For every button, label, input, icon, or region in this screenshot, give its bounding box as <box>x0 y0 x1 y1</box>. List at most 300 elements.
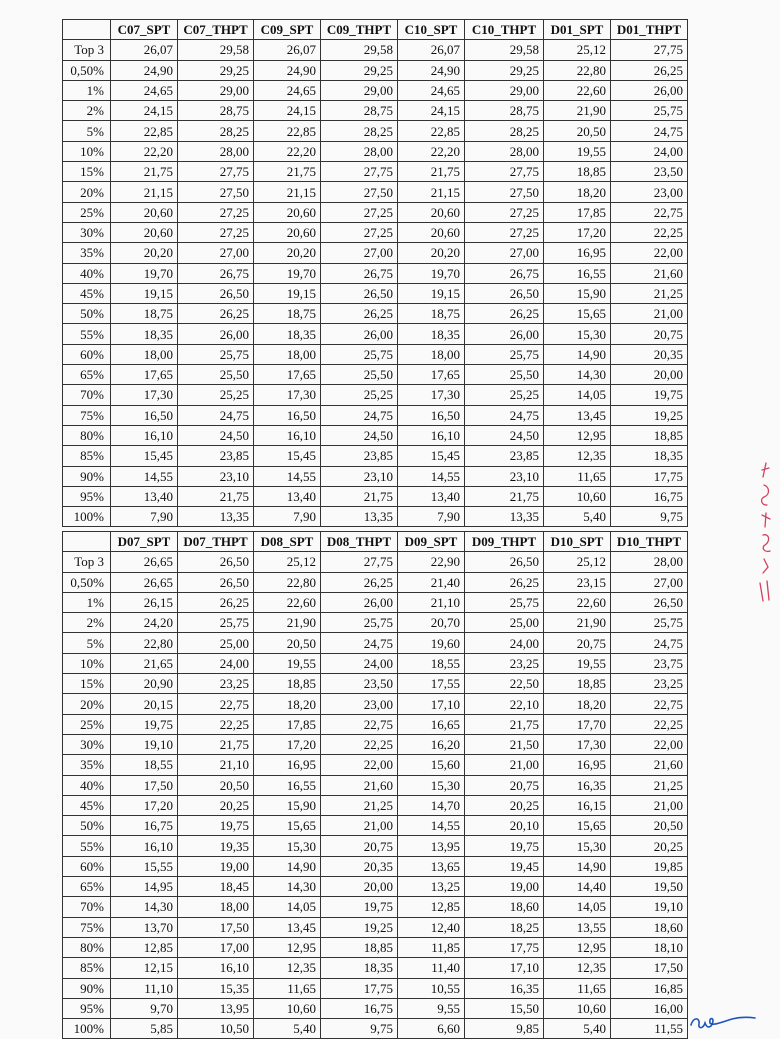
row-label: 5% <box>63 121 111 141</box>
score-cell: 20,75 <box>544 633 611 653</box>
row-label: 95% <box>63 998 111 1018</box>
score-cell: 14,30 <box>254 877 321 897</box>
score-cell: 25,00 <box>178 633 254 653</box>
score-cell: 12,85 <box>111 937 178 957</box>
score-table-2 <box>62 531 688 1039</box>
score-cell: 23,15 <box>544 572 611 592</box>
score-cell: 16,55 <box>254 775 321 795</box>
score-cell: 29,00 <box>178 80 254 100</box>
score-cell: 20,10 <box>465 816 544 836</box>
score-cell: 22,00 <box>611 734 688 754</box>
score-cell: 23,25 <box>465 653 544 673</box>
score-cell: 5,85 <box>111 1019 178 1039</box>
score-cell: 21,25 <box>611 283 688 303</box>
score-cell: 24,75 <box>178 405 254 425</box>
score-cell: 18,85 <box>544 674 611 694</box>
score-cell: 18,75 <box>111 304 178 324</box>
row-label: 1% <box>63 80 111 100</box>
score-cell: 19,15 <box>398 283 465 303</box>
score-cell: 11,55 <box>611 1019 688 1039</box>
score-cell: 25,75 <box>465 344 544 364</box>
table-body <box>63 40 688 527</box>
score-cell: 17,50 <box>178 917 254 937</box>
score-cell: 20,15 <box>111 694 178 714</box>
row-label: 25% <box>63 714 111 734</box>
score-cell: 9,85 <box>465 1019 544 1039</box>
score-cell: 17,65 <box>254 365 321 385</box>
score-cell: 14,90 <box>544 344 611 364</box>
score-cell: 15,30 <box>254 836 321 856</box>
table-row <box>63 694 688 714</box>
score-cell: 15,60 <box>398 755 465 775</box>
score-cell: 26,07 <box>111 40 178 60</box>
table-row <box>63 283 688 303</box>
row-label: 1% <box>63 592 111 612</box>
table-row <box>63 263 688 283</box>
row-label: 50% <box>63 816 111 836</box>
score-cell: 5,40 <box>544 1019 611 1039</box>
score-cell: 12,35 <box>544 958 611 978</box>
row-label: 0,50% <box>63 60 111 80</box>
row-label: 40% <box>63 775 111 795</box>
score-cell: 24,75 <box>611 633 688 653</box>
table-row <box>63 958 688 978</box>
row-label: 70% <box>63 897 111 917</box>
score-cell: 16,10 <box>398 425 465 445</box>
column-header: C10_SPT <box>398 20 465 40</box>
score-cell: 20,50 <box>254 633 321 653</box>
table-row <box>63 978 688 998</box>
score-cell: 14,70 <box>398 795 465 815</box>
score-cell: 28,75 <box>321 101 398 121</box>
score-cell: 23,25 <box>178 674 254 694</box>
score-cell: 25,12 <box>254 552 321 572</box>
score-cell: 15,65 <box>254 816 321 836</box>
table-row <box>63 714 688 734</box>
score-cell: 27,75 <box>321 552 398 572</box>
column-header: D10_THPT <box>611 532 688 552</box>
score-cell: 25,25 <box>321 385 398 405</box>
score-cell: 28,25 <box>465 121 544 141</box>
row-label: 55% <box>63 836 111 856</box>
score-cell: 11,65 <box>544 466 611 486</box>
score-cell: 18,20 <box>254 694 321 714</box>
score-cell: 21,75 <box>178 486 254 506</box>
row-label: 5% <box>63 633 111 653</box>
score-cell: 12,35 <box>254 958 321 978</box>
score-cell: 14,30 <box>111 897 178 917</box>
score-cell: 15,90 <box>254 795 321 815</box>
score-cell: 21,15 <box>111 182 178 202</box>
score-cell: 25,75 <box>611 613 688 633</box>
score-cell: 28,00 <box>321 141 398 161</box>
score-cell: 12,95 <box>544 937 611 957</box>
score-cell: 17,30 <box>111 385 178 405</box>
score-cell: 15,30 <box>544 836 611 856</box>
score-cell: 13,70 <box>111 917 178 937</box>
score-cell: 17,10 <box>398 694 465 714</box>
table-body <box>63 552 688 1039</box>
score-cell: 23,10 <box>321 466 398 486</box>
score-cell: 22,25 <box>611 714 688 734</box>
score-cell: 19,55 <box>544 653 611 673</box>
score-cell: 23,75 <box>611 653 688 673</box>
score-cell: 24,00 <box>611 141 688 161</box>
score-cell: 24,15 <box>398 101 465 121</box>
score-cell: 27,25 <box>178 222 254 242</box>
score-cell: 26,00 <box>321 592 398 612</box>
column-header: D10_SPT <box>544 532 611 552</box>
score-cell: 17,20 <box>111 795 178 815</box>
score-cell: 14,55 <box>254 466 321 486</box>
score-cell: 27,00 <box>465 243 544 263</box>
score-cell: 14,95 <box>111 877 178 897</box>
score-cell: 18,35 <box>321 958 398 978</box>
score-cell: 22,20 <box>111 141 178 161</box>
table-row <box>63 385 688 405</box>
score-cell: 20,75 <box>321 836 398 856</box>
score-cell: 21,60 <box>611 755 688 775</box>
score-cell: 17,00 <box>178 937 254 957</box>
row-label: 70% <box>63 385 111 405</box>
table-row <box>63 755 688 775</box>
score-cell: 26,50 <box>178 572 254 592</box>
score-cell: 20,75 <box>465 775 544 795</box>
score-cell: 15,30 <box>398 775 465 795</box>
score-cell: 13,40 <box>398 486 465 506</box>
column-header: D09_THPT <box>465 532 544 552</box>
score-cell: 24,50 <box>321 425 398 445</box>
row-label: 20% <box>63 694 111 714</box>
score-cell: 29,25 <box>465 60 544 80</box>
score-cell: 13,35 <box>465 507 544 527</box>
score-cell: 20,90 <box>111 674 178 694</box>
score-cell: 22,25 <box>611 222 688 242</box>
score-cell: 19,60 <box>398 633 465 653</box>
row-label: 30% <box>63 734 111 754</box>
score-cell: 26,75 <box>321 263 398 283</box>
score-cell: 22,00 <box>321 755 398 775</box>
table-row <box>63 162 688 182</box>
score-cell: 25,25 <box>465 385 544 405</box>
score-cell: 24,75 <box>465 405 544 425</box>
score-cell: 28,25 <box>321 121 398 141</box>
table-row <box>63 897 688 917</box>
row-label: 80% <box>63 937 111 957</box>
row-label: 90% <box>63 466 111 486</box>
score-cell: 20,35 <box>321 856 398 876</box>
score-cell: 26,00 <box>611 80 688 100</box>
table-row <box>63 182 688 202</box>
score-cell: 21,75 <box>111 162 178 182</box>
score-cell: 17,30 <box>544 734 611 754</box>
score-cell: 21,75 <box>465 486 544 506</box>
row-label: 80% <box>63 425 111 445</box>
score-cell: 21,50 <box>465 734 544 754</box>
table-row <box>63 365 688 385</box>
score-cell: 19,00 <box>465 877 544 897</box>
row-label: 30% <box>63 222 111 242</box>
score-cell: 20,00 <box>321 877 398 897</box>
table-row <box>63 775 688 795</box>
score-cell: 16,35 <box>465 978 544 998</box>
score-cell: 14,90 <box>544 856 611 876</box>
table-row <box>63 917 688 937</box>
score-cell: 22,25 <box>321 734 398 754</box>
score-cell: 16,75 <box>611 486 688 506</box>
score-cell: 24,90 <box>398 60 465 80</box>
score-cell: 19,55 <box>544 141 611 161</box>
score-cell: 20,20 <box>254 243 321 263</box>
score-cell: 27,00 <box>611 572 688 592</box>
score-cell: 19,50 <box>611 877 688 897</box>
score-cell: 15,35 <box>178 978 254 998</box>
score-cell: 26,50 <box>465 552 544 572</box>
column-header: D07_THPT <box>178 532 254 552</box>
score-cell: 22,25 <box>178 714 254 734</box>
score-cell: 23,10 <box>178 466 254 486</box>
score-cell: 14,55 <box>398 816 465 836</box>
score-cell: 26,50 <box>178 552 254 572</box>
score-cell: 23,85 <box>178 446 254 466</box>
table-row <box>63 998 688 1018</box>
score-cell: 20,70 <box>398 613 465 633</box>
score-cell: 21,90 <box>544 613 611 633</box>
score-cell: 27,75 <box>611 40 688 60</box>
score-cell: 12,15 <box>111 958 178 978</box>
column-header: C09_SPT <box>254 20 321 40</box>
score-cell: 27,00 <box>321 243 398 263</box>
score-cell: 25,50 <box>465 365 544 385</box>
table-row <box>63 101 688 121</box>
score-cell: 17,75 <box>611 466 688 486</box>
score-cell: 18,35 <box>111 324 178 344</box>
score-cell: 18,85 <box>321 937 398 957</box>
row-label: 75% <box>63 405 111 425</box>
score-cell: 28,25 <box>178 121 254 141</box>
row-label: 85% <box>63 958 111 978</box>
score-cell: 9,55 <box>398 998 465 1018</box>
table-row <box>63 836 688 856</box>
score-cell: 11,65 <box>544 978 611 998</box>
score-cell: 14,90 <box>254 856 321 876</box>
score-cell: 27,50 <box>321 182 398 202</box>
score-cell: 12,95 <box>544 425 611 445</box>
table-row <box>63 202 688 222</box>
row-label: 45% <box>63 795 111 815</box>
score-cell: 22,20 <box>398 141 465 161</box>
score-cell: 24,65 <box>254 80 321 100</box>
score-cell: 24,00 <box>465 633 544 653</box>
score-table-1 <box>62 19 688 527</box>
table-row <box>63 425 688 445</box>
score-cell: 27,25 <box>465 202 544 222</box>
score-cell: 15,45 <box>111 446 178 466</box>
score-cell: 9,70 <box>111 998 178 1018</box>
score-cell: 12,40 <box>398 917 465 937</box>
score-cell: 22,60 <box>544 80 611 100</box>
table-row <box>63 877 688 897</box>
score-cell: 23,85 <box>465 446 544 466</box>
score-cell: 21,75 <box>254 162 321 182</box>
score-cell: 26,75 <box>465 263 544 283</box>
row-label: 0,50% <box>63 572 111 592</box>
table-row <box>63 572 688 592</box>
score-cell: 10,55 <box>398 978 465 998</box>
score-cell: 18,85 <box>611 425 688 445</box>
score-cell: 18,85 <box>544 162 611 182</box>
row-label: 2% <box>63 101 111 121</box>
score-cell: 25,75 <box>321 613 398 633</box>
score-cell: 25,75 <box>321 344 398 364</box>
row-label: 35% <box>63 755 111 775</box>
score-cell: 6,60 <box>398 1019 465 1039</box>
score-cell: 27,25 <box>465 222 544 242</box>
score-cell: 15,65 <box>544 816 611 836</box>
score-cell: 16,50 <box>398 405 465 425</box>
score-cell: 21,60 <box>611 263 688 283</box>
score-cell: 20,00 <box>611 365 688 385</box>
score-cell: 19,15 <box>111 283 178 303</box>
score-cell: 15,30 <box>544 324 611 344</box>
score-cell: 14,55 <box>111 466 178 486</box>
score-cell: 18,60 <box>611 917 688 937</box>
score-cell: 25,25 <box>178 385 254 405</box>
row-label: 15% <box>63 162 111 182</box>
score-cell: 15,65 <box>544 304 611 324</box>
score-cell: 28,00 <box>465 141 544 161</box>
score-cell: 19,75 <box>111 714 178 734</box>
score-cell: 23,85 <box>321 446 398 466</box>
score-cell: 22,80 <box>544 60 611 80</box>
table-row <box>63 937 688 957</box>
score-cell: 15,55 <box>111 856 178 876</box>
score-cell: 22,85 <box>398 121 465 141</box>
score-cell: 19,35 <box>178 836 254 856</box>
score-cell: 27,75 <box>321 162 398 182</box>
score-cell: 22,75 <box>611 694 688 714</box>
score-cell: 19,15 <box>254 283 321 303</box>
score-cell: 25,50 <box>321 365 398 385</box>
score-cell: 13,45 <box>544 405 611 425</box>
score-cell: 27,25 <box>321 202 398 222</box>
score-cell: 21,90 <box>254 613 321 633</box>
table-row <box>63 592 688 612</box>
row-label: 2% <box>63 613 111 633</box>
score-cell: 19,70 <box>111 263 178 283</box>
score-cell: 21,25 <box>611 775 688 795</box>
row-label: 15% <box>63 674 111 694</box>
score-cell: 25,12 <box>544 40 611 60</box>
table-row <box>63 507 688 527</box>
row-label: 35% <box>63 243 111 263</box>
score-cell: 12,85 <box>398 897 465 917</box>
score-cell: 19,25 <box>321 917 398 937</box>
score-cell: 19,75 <box>611 385 688 405</box>
row-label: 65% <box>63 877 111 897</box>
row-label: 100% <box>63 507 111 527</box>
score-cell: 28,00 <box>178 141 254 161</box>
row-label: 65% <box>63 365 111 385</box>
score-cell: 16,10 <box>254 425 321 445</box>
score-cell: 19,75 <box>178 816 254 836</box>
score-cell: 20,60 <box>398 202 465 222</box>
score-cell: 23,50 <box>611 162 688 182</box>
score-cell: 10,60 <box>254 998 321 1018</box>
score-cell: 20,60 <box>254 202 321 222</box>
score-cell: 26,50 <box>465 283 544 303</box>
score-cell: 23,00 <box>611 182 688 202</box>
score-cell: 13,45 <box>254 917 321 937</box>
score-cell: 27,50 <box>465 182 544 202</box>
score-cell: 25,75 <box>611 101 688 121</box>
score-cell: 17,20 <box>544 222 611 242</box>
score-cell: 20,50 <box>611 816 688 836</box>
score-cell: 18,35 <box>611 446 688 466</box>
score-cell: 21,75 <box>398 162 465 182</box>
score-cell: 29,00 <box>465 80 544 100</box>
score-cell: 25,75 <box>465 592 544 612</box>
score-cell: 11,40 <box>398 958 465 978</box>
score-cell: 19,75 <box>321 897 398 917</box>
score-cell: 20,25 <box>465 795 544 815</box>
score-cell: 16,10 <box>111 836 178 856</box>
score-cell: 27,00 <box>178 243 254 263</box>
score-cell: 17,65 <box>398 365 465 385</box>
row-label: 95% <box>63 486 111 506</box>
score-cell: 19,10 <box>111 734 178 754</box>
score-cell: 21,00 <box>465 755 544 775</box>
header-row <box>63 532 688 552</box>
score-cell: 16,75 <box>111 816 178 836</box>
score-cell: 12,95 <box>254 937 321 957</box>
score-cell: 18,45 <box>178 877 254 897</box>
score-cell: 22,00 <box>611 243 688 263</box>
score-cell: 18,60 <box>465 897 544 917</box>
score-cell: 17,75 <box>321 978 398 998</box>
score-cell: 20,50 <box>178 775 254 795</box>
score-cell: 9,75 <box>611 507 688 527</box>
score-cell: 13,25 <box>398 877 465 897</box>
table-row <box>63 734 688 754</box>
score-cell: 20,60 <box>398 222 465 242</box>
score-cell: 11,85 <box>398 937 465 957</box>
score-cell: 24,65 <box>398 80 465 100</box>
table-row <box>63 1019 688 1039</box>
score-cell: 22,85 <box>254 121 321 141</box>
score-cell: 26,25 <box>321 304 398 324</box>
table-row <box>63 40 688 60</box>
score-cell: 22,60 <box>254 592 321 612</box>
score-cell: 16,50 <box>254 405 321 425</box>
column-header: D01_SPT <box>544 20 611 40</box>
row-label: 100% <box>63 1019 111 1039</box>
score-cell: 15,50 <box>465 998 544 1018</box>
score-cell: 15,90 <box>544 283 611 303</box>
score-cell: 24,00 <box>321 653 398 673</box>
score-cell: 12,35 <box>544 446 611 466</box>
score-cell: 27,50 <box>178 182 254 202</box>
score-cell: 26,00 <box>178 324 254 344</box>
row-label: 40% <box>63 263 111 283</box>
column-header: D07_SPT <box>111 532 178 552</box>
score-cell: 26,50 <box>611 592 688 612</box>
score-cell: 29,00 <box>321 80 398 100</box>
score-cell: 18,35 <box>254 324 321 344</box>
score-cell: 15,45 <box>254 446 321 466</box>
table-row <box>63 446 688 466</box>
column-header: D09_SPT <box>398 532 465 552</box>
